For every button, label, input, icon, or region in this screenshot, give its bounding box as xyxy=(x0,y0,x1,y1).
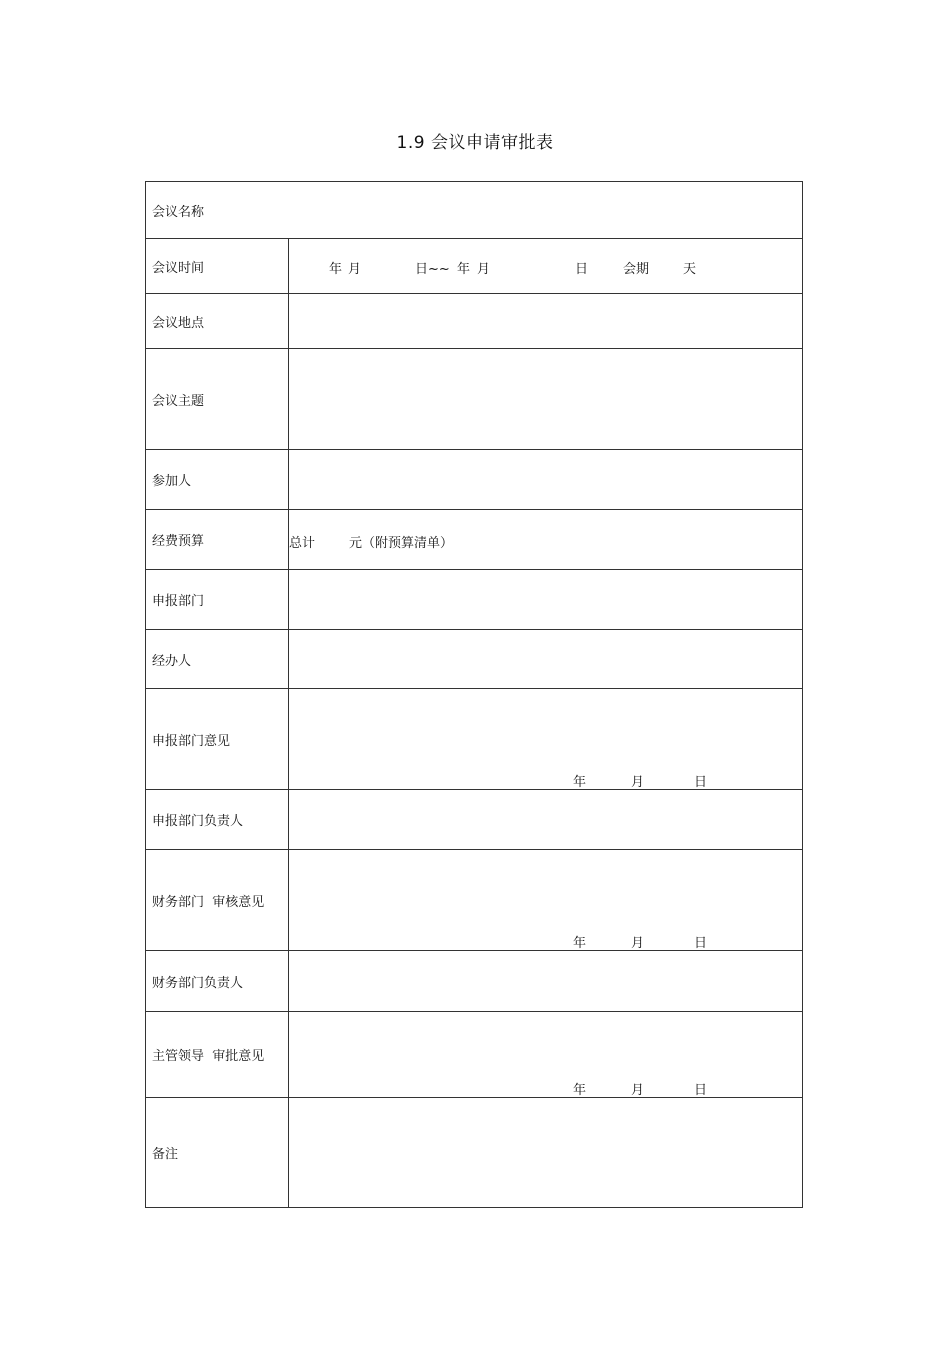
finance-head-label: 财务部门负责人 xyxy=(146,951,289,1012)
dept-opinion-label: 申报部门意见 xyxy=(146,689,289,790)
row-leader-opinion xyxy=(146,1012,803,1098)
row-meeting-time xyxy=(146,239,803,294)
row-dept-head xyxy=(146,790,803,850)
location-field[interactable] xyxy=(289,294,803,349)
row-finance-head xyxy=(146,951,803,1012)
time-year-2: 年 xyxy=(457,262,471,277)
remarks-label: 备注 xyxy=(146,1098,289,1208)
date-day: 日 xyxy=(694,936,708,951)
leader-opinion-field[interactable] xyxy=(289,1012,803,1098)
days-unit: 天 xyxy=(683,262,697,277)
finance-opinion-field[interactable] xyxy=(289,850,803,951)
row-participants xyxy=(146,450,803,510)
row-location xyxy=(146,294,803,349)
row-meeting-name xyxy=(146,182,803,239)
date-month: 月 xyxy=(631,775,645,790)
budget-unit-note: 元（附预算清单） xyxy=(349,536,454,551)
meeting-time-label: 会议时间 xyxy=(146,239,289,294)
date-month: 月 xyxy=(631,1083,645,1098)
time-year-1: 年 xyxy=(329,262,343,277)
row-finance-opinion xyxy=(146,850,803,951)
dept-head-field[interactable] xyxy=(289,790,803,850)
row-handler xyxy=(146,630,803,689)
row-topic xyxy=(146,349,803,450)
date-year: 年 xyxy=(573,1083,587,1098)
handler-field[interactable] xyxy=(289,630,803,689)
time-month-2: 月 xyxy=(477,262,491,277)
date-year: 年 xyxy=(573,775,587,790)
row-dept xyxy=(146,570,803,630)
budget-label: 经费预算 xyxy=(146,510,289,570)
date-year: 年 xyxy=(573,936,587,951)
participants-label: 参加人 xyxy=(146,450,289,510)
date-stamp xyxy=(289,771,802,790)
finance-head-field[interactable] xyxy=(289,951,803,1012)
location-label: 会议地点 xyxy=(146,294,289,349)
row-budget xyxy=(146,510,803,570)
date-stamp xyxy=(289,932,802,951)
topic-field[interactable] xyxy=(289,349,803,450)
finance-opinion-label: 财务部门 审核意见 xyxy=(146,850,289,951)
handler-label: 经办人 xyxy=(146,630,289,689)
time-day-1-sep: 日~~ xyxy=(415,262,450,277)
leader-opinion-label: 主管领导 审批意见 xyxy=(146,1012,289,1098)
date-month: 月 xyxy=(631,936,645,951)
budget-total-label: 总计 xyxy=(289,536,316,551)
page-title: 1.9 会议申请审批表 xyxy=(396,133,554,153)
duration-label: 会期 xyxy=(623,262,650,277)
dept-head-label: 申报部门负责人 xyxy=(146,790,289,850)
row-remarks xyxy=(146,1098,803,1208)
meeting-name-cell[interactable] xyxy=(146,182,803,239)
time-month-1: 月 xyxy=(348,262,362,277)
dept-label: 申报部门 xyxy=(146,570,289,630)
dept-field[interactable] xyxy=(289,570,803,630)
time-day-2: 日 xyxy=(575,262,589,277)
date-day: 日 xyxy=(694,1083,708,1098)
meeting-name-label: 会议名称 xyxy=(152,204,205,220)
dept-opinion-field[interactable] xyxy=(289,689,803,790)
topic-label: 会议主题 xyxy=(146,349,289,450)
participants-field[interactable] xyxy=(289,450,803,510)
meeting-time-field[interactable] xyxy=(289,239,803,294)
meeting-approval-form xyxy=(145,181,803,1208)
date-stamp xyxy=(289,1079,802,1098)
date-day: 日 xyxy=(694,775,708,790)
row-dept-opinion xyxy=(146,689,803,790)
remarks-field[interactable] xyxy=(289,1098,803,1208)
budget-field[interactable] xyxy=(289,510,803,570)
